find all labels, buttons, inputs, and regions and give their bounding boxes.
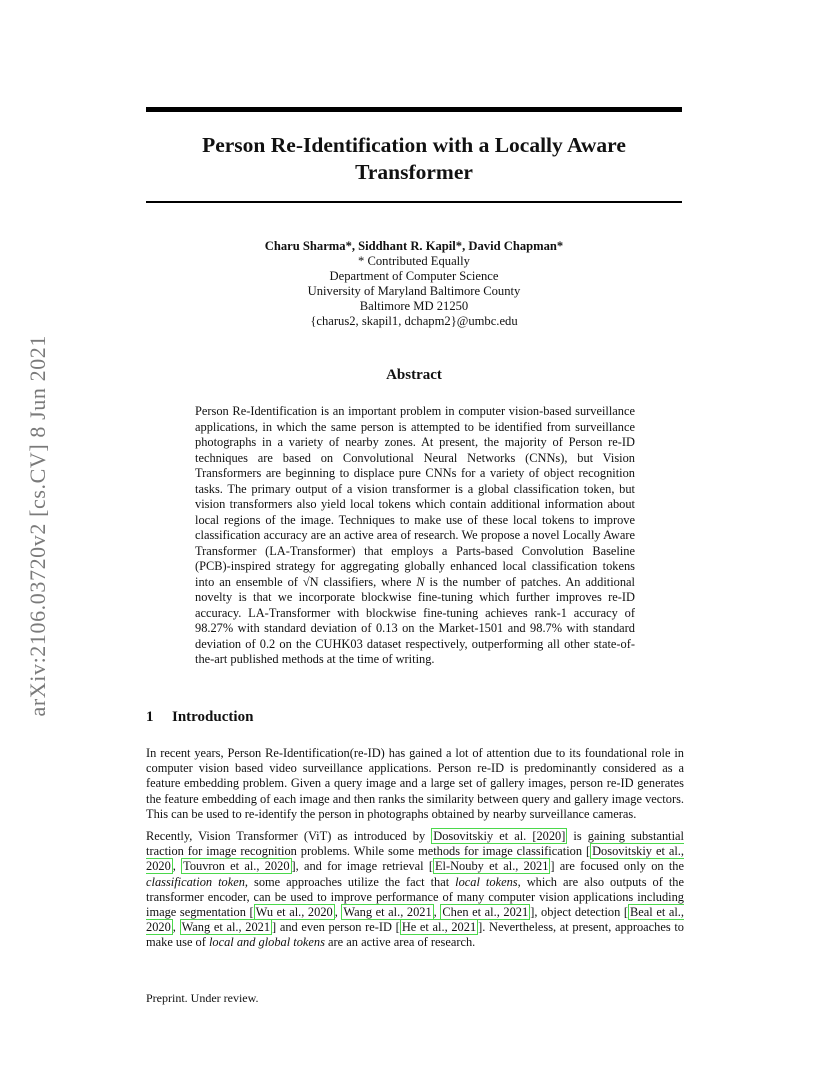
- intro-paragraph-1: In recent years, Person Re-Identification(re-ID) has gained a lot of attention due to its foundational role in computer vision based video surveillance applications. Person re-ID is predominantly considered as a feature embedding problem. Given a query image and a large set of gallery images, person re-ID generates the feature embedding of each image and then ranks the similarity between query and gallery image vectors. This can be used to re-identify the person in photographs obtained by nearby surveillance cameras.: [146, 746, 684, 821]
- p2-text: ,: [172, 859, 182, 874]
- p2-emphasis: local and global tokens: [208, 935, 325, 950]
- section-heading: [146, 709, 253, 726]
- author-university: University of Maryland Baltimore County: [307, 284, 521, 298]
- introduction-body: [146, 746, 684, 958]
- citation-link[interactable]: Dosovitskiy et al., 2020: [146, 844, 684, 874]
- p2-text: ], object detection [: [530, 905, 629, 920]
- citation-link[interactable]: Wang et al., 2021: [181, 920, 271, 935]
- p2-text: , some approaches utilize the fact that: [244, 874, 456, 889]
- p2-text: ]. Nevertheless, at present, approaches to make use of: [146, 920, 685, 950]
- citation-link[interactable]: Wu et al., 2020: [255, 905, 333, 920]
- p2-text: ] are focused only on the: [550, 859, 684, 874]
- author-names: Charu Sharma*, Siddhant R. Kapil*, David Chapman*: [264, 239, 564, 253]
- title-line-1: Person Re-Identification with a Locally Aware: [202, 133, 626, 157]
- paper-title: [146, 132, 682, 186]
- citation-link[interactable]: Touvron et al., 2020: [183, 859, 290, 874]
- abstract-n-symbol: N: [416, 574, 425, 589]
- footer-note: Preprint. Under review.: [146, 991, 259, 1005]
- p2-text: is gaining substantial traction for image recognition problems. While some methods for image classification [: [146, 829, 684, 859]
- intro-paragraph-2: [146, 829, 684, 951]
- arxiv-stamp: [24, 296, 52, 756]
- author-emails: {charus2, skapil1, dchapm2}@umbc.edu: [310, 314, 518, 328]
- author-city: Baltimore MD 21250: [359, 299, 469, 313]
- section-title: Introduction: [172, 709, 254, 725]
- p2-text: Recently, Vision Transformer (ViT) as introduced by: [146, 829, 432, 844]
- abstract-text-1: Person Re-Identification is an important problem in computer vision-based surveillance applications, in which the same person is attempted to be identified from surveillance photographs in a variety of nearby zones. At present, the majority of Person re-ID techniques are based on Convolutional Neural Networks (CNNs), but Vision Transformers are beginning to displace pure CNNs for a variety of object recognition tasks. The primary output of a vision transformer is a global classification token, but vision transformers also yield local tokens which contain additional information about local regions of the image. Techniques to make use of these local tokens to improve classification accuracy are an active area of research. We propose a novel Locally Aware Transformer (LA-Transformer) that employs a Parts-based Convolution Baseline (PCB)-inspired strategy for aggregating globally enhanced local classification tokens into an ensemble of: [195, 404, 635, 589]
- section-number: 1: [146, 709, 154, 725]
- p2-text: ,: [172, 920, 180, 935]
- citation-link[interactable]: Dosovitskiy et al. [2020]: [433, 829, 566, 844]
- author-department: Department of Computer Science: [329, 269, 499, 283]
- title-line-2: Transformer: [355, 160, 473, 184]
- p2-text: are an active area of research.: [324, 935, 476, 950]
- arxiv-stamp-text: arXiv:2106.03720v2 [cs.CV] 8 Jun 2021: [25, 335, 50, 717]
- author-block: [146, 239, 682, 329]
- citation-link[interactable]: Chen et al., 2021: [442, 905, 529, 920]
- p2-text: , which are also outputs of the transformer encoder, can be used to improve performance of many computer vision applications including image segmentation [: [146, 874, 685, 920]
- p2-text: ,: [334, 905, 342, 920]
- abstract-text-2: classifiers, where: [318, 574, 417, 589]
- abstract-heading: Abstract: [386, 367, 442, 383]
- p2-text: ,: [433, 905, 441, 920]
- title-rule-top: [146, 107, 682, 112]
- citation-link[interactable]: Wang et al., 2021: [343, 905, 432, 920]
- citation-link[interactable]: Beal et al., 2020: [146, 905, 684, 935]
- p2-text: ] and even person re-ID [: [272, 920, 400, 935]
- abstract-sqrt-n: √N: [302, 574, 319, 589]
- title-rule-bottom: [146, 201, 682, 203]
- abstract-paragraph: [195, 404, 635, 668]
- abstract-body: [195, 404, 635, 668]
- author-note: * Contributed Equally: [358, 254, 470, 268]
- p2-text: ], and for image retrieval [: [291, 859, 433, 874]
- citation-link[interactable]: He et al., 2021: [401, 920, 477, 935]
- citation-link[interactable]: El-Nouby et al., 2021: [434, 859, 549, 874]
- abstract-text-3: is the number of patches. An additional novelty is that we incorporate blockwise fine-tuning which further improves re-ID accuracy. LA-Transformer with blockwise fine-tuning achieves rank-1 accuracy of 98.27% with standard deviation of 0.13 on the Market-1501 and 98.7% with standard deviation of 0.2 on the CUHK03 dataset respectively, outperforming all other state-of-the-art published methods at the time of writing.: [195, 574, 635, 666]
- p2-emphasis: local tokens: [455, 874, 518, 889]
- p2-emphasis: classification token: [146, 874, 245, 889]
